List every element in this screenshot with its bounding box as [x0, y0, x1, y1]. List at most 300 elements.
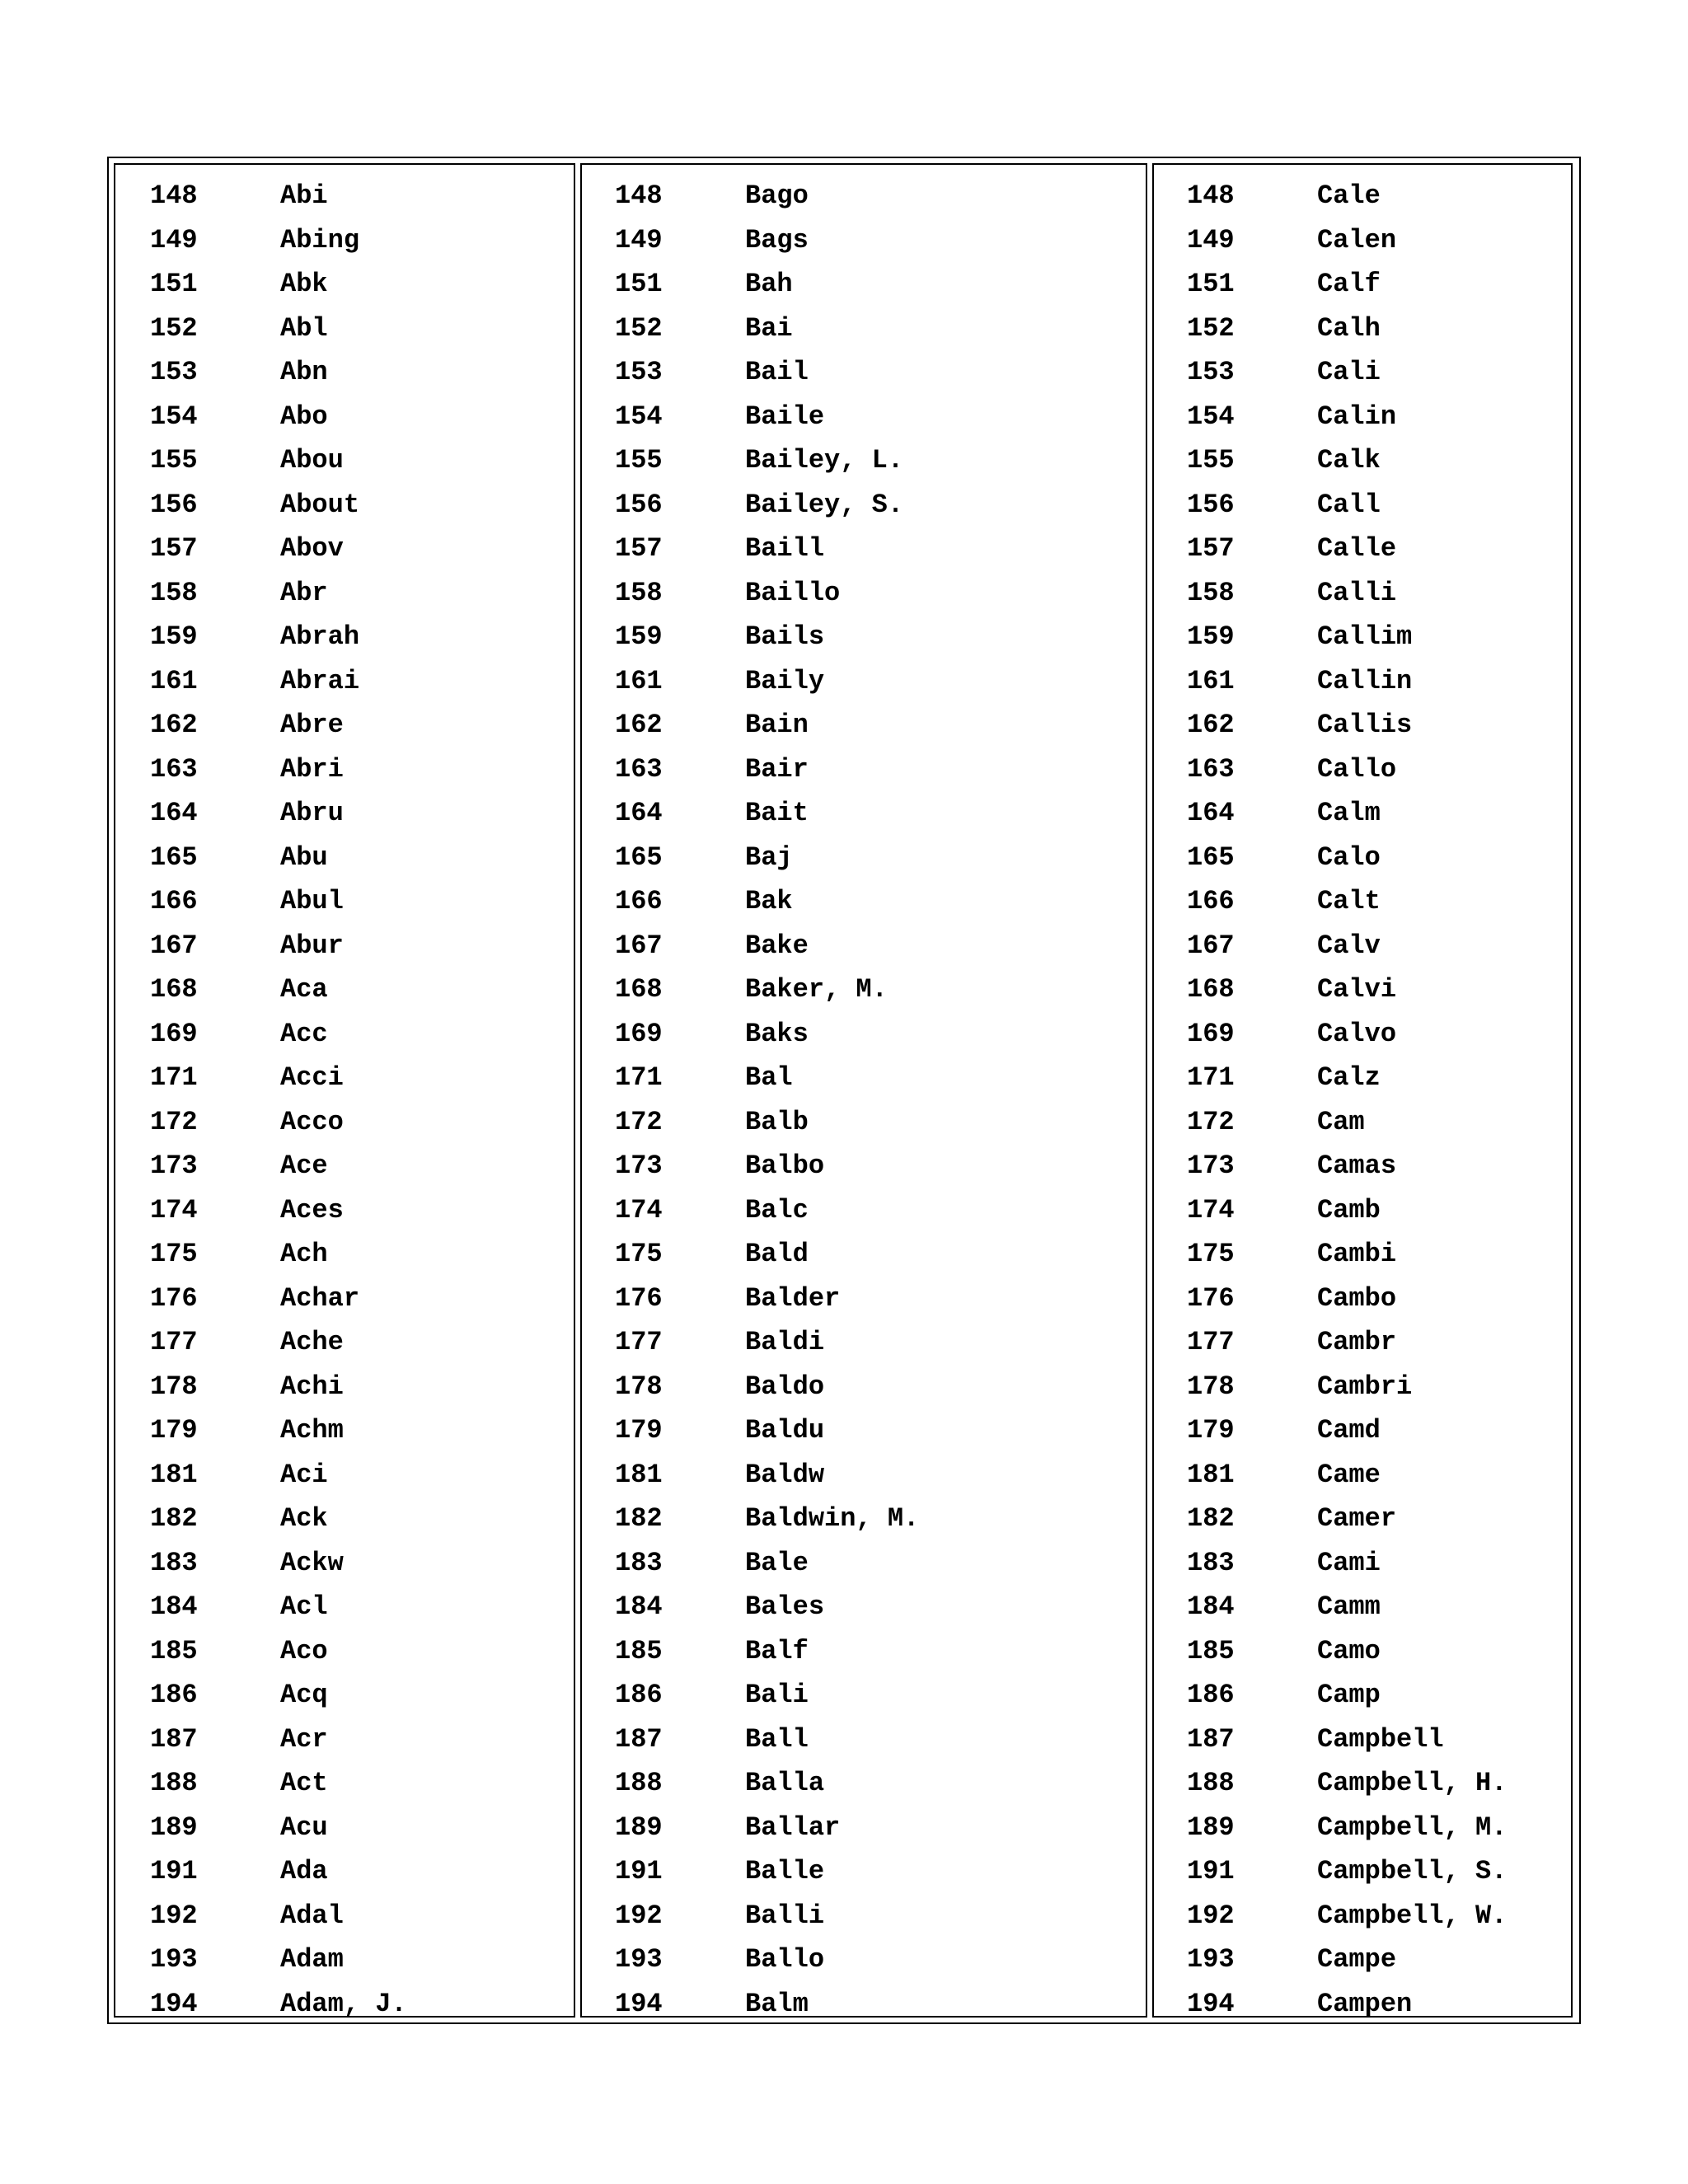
index-name: Campbell, H. — [1317, 1768, 1507, 1798]
page-number: 161 — [1187, 665, 1235, 696]
index-name: Abov — [280, 533, 344, 564]
page-number: 159 — [615, 621, 663, 652]
index-row — [115, 1811, 574, 1856]
index-name: Bags — [745, 224, 809, 255]
index-name: Campbell, W. — [1317, 1900, 1507, 1931]
index-name: Calh — [1317, 312, 1381, 344]
index-name: Campen — [1317, 1988, 1413, 2019]
index-row — [582, 665, 1146, 710]
page-number: 194 — [150, 1988, 198, 2019]
page-number: 164 — [150, 798, 198, 828]
index-row — [582, 1547, 1146, 1591]
index-name: About — [280, 489, 360, 520]
page-number: 182 — [615, 1503, 663, 1534]
index-row — [1154, 1547, 1571, 1591]
page-number: 167 — [1187, 930, 1235, 961]
index-name: Baker, M. — [745, 974, 888, 1005]
index-name: Acco — [280, 1106, 344, 1137]
index-name: Camer — [1317, 1503, 1397, 1534]
page-number: 151 — [615, 269, 663, 299]
index-name: Abo — [280, 401, 328, 432]
index-row — [115, 401, 574, 445]
index-row — [115, 885, 574, 930]
index-row — [582, 1723, 1146, 1768]
index-row — [582, 1679, 1146, 1723]
index-name: Achi — [280, 1371, 344, 1402]
page-number: 184 — [615, 1591, 663, 1622]
index-column-a — [114, 163, 575, 2018]
index-row — [1154, 1591, 1571, 1635]
page-number: 149 — [150, 224, 198, 255]
index-name: Camas — [1317, 1151, 1397, 1181]
index-row — [1154, 1502, 1571, 1547]
index-name: Abul — [280, 886, 344, 916]
index-row — [582, 356, 1146, 401]
index-row — [1154, 224, 1571, 269]
index-name: Cale — [1317, 180, 1381, 211]
index-row — [115, 268, 574, 312]
index-row — [1154, 1371, 1571, 1415]
index-row — [115, 1326, 574, 1371]
index-row — [582, 930, 1146, 974]
index-row — [582, 1943, 1146, 1988]
index-row — [1154, 1282, 1571, 1327]
page-number: 151 — [1187, 269, 1235, 299]
index-name: Abrah — [280, 621, 360, 652]
index-row — [582, 1150, 1146, 1194]
page-number: 189 — [1187, 1811, 1235, 1843]
index-row — [582, 1106, 1146, 1151]
index-row — [1154, 1723, 1571, 1768]
index-row — [582, 532, 1146, 577]
index-row — [115, 1282, 574, 1327]
index-name: Balf — [745, 1635, 809, 1666]
page-number: 193 — [150, 1944, 198, 1975]
page-number: 175 — [1187, 1239, 1235, 1269]
page-number: 183 — [150, 1547, 198, 1578]
index-name: Baj — [745, 841, 793, 873]
index-name: Bait — [745, 798, 809, 828]
index-row — [1154, 1900, 1571, 1944]
page-number: 191 — [150, 1856, 198, 1886]
page-number: 172 — [1187, 1106, 1235, 1137]
index-name: Baldi — [745, 1327, 825, 1357]
index-name: Bal — [745, 1062, 793, 1093]
index-row — [582, 797, 1146, 841]
page-number: 187 — [615, 1723, 663, 1755]
index-name: Camo — [1317, 1635, 1381, 1666]
index-name: Balle — [745, 1856, 825, 1886]
index-name: Abre — [280, 710, 344, 740]
index-row — [1154, 841, 1571, 886]
page-number: 184 — [1187, 1591, 1235, 1622]
page-number: 154 — [1187, 401, 1235, 432]
index-name: Cambr — [1317, 1327, 1397, 1357]
index-name: Abn — [280, 357, 328, 387]
page-number: 159 — [150, 621, 198, 652]
index-row — [1154, 621, 1571, 665]
index-name: Calvo — [1317, 1018, 1397, 1049]
index-name: Abou — [280, 445, 344, 476]
index-name: Bails — [745, 621, 825, 652]
index-row — [582, 1062, 1146, 1106]
index-row — [582, 973, 1146, 1018]
page-number: 192 — [1187, 1900, 1235, 1931]
page-number: 169 — [150, 1018, 198, 1049]
index-name: Bali — [745, 1680, 809, 1710]
page-number: 165 — [1187, 841, 1235, 873]
index-row — [582, 709, 1146, 753]
page-number: 156 — [150, 489, 198, 520]
index-row — [115, 930, 574, 974]
page-number: 185 — [615, 1635, 663, 1666]
page-number: 192 — [150, 1900, 198, 1931]
index-row — [582, 1988, 1146, 2032]
index-name: Abur — [280, 930, 344, 961]
index-row — [115, 1900, 574, 1944]
index-name: Adal — [280, 1900, 344, 1931]
page-number: 153 — [1187, 357, 1235, 387]
index-name: Acu — [280, 1811, 328, 1843]
index-row — [115, 224, 574, 269]
index-row — [1154, 312, 1571, 357]
page-number: 159 — [1187, 621, 1235, 652]
index-name: Ack — [280, 1503, 328, 1534]
index-row — [582, 1811, 1146, 1856]
index-row — [1154, 1018, 1571, 1062]
index-name: Balm — [745, 1988, 809, 2019]
index-name: Abing — [280, 224, 360, 255]
page-number: 173 — [1187, 1151, 1235, 1181]
index-name: Abrai — [280, 665, 360, 696]
index-name: Baldwin, M. — [745, 1503, 920, 1534]
index-name: Balbo — [745, 1151, 825, 1181]
page-number: 164 — [1187, 798, 1235, 828]
index-row — [115, 1502, 574, 1547]
page-number: 179 — [150, 1415, 198, 1446]
index-name: Bail — [745, 357, 809, 387]
index-row — [1154, 444, 1571, 489]
page-number: 174 — [150, 1194, 198, 1226]
page-number: 175 — [150, 1239, 198, 1269]
page-number: 169 — [1187, 1018, 1235, 1049]
index-name: Calin — [1317, 401, 1397, 432]
page-number: 162 — [615, 710, 663, 740]
page-number: 167 — [615, 930, 663, 961]
index-row — [115, 1988, 574, 2032]
index-row — [582, 1502, 1146, 1547]
index-row — [582, 401, 1146, 445]
index-row — [1154, 532, 1571, 577]
index-column-b — [580, 163, 1147, 2018]
index-row — [115, 1943, 574, 1988]
index-row — [1154, 1194, 1571, 1239]
index-name: Balli — [745, 1900, 825, 1931]
index-name: Baldo — [745, 1371, 825, 1402]
index-row — [582, 1326, 1146, 1371]
page-number: 162 — [150, 710, 198, 740]
index-name: Cambi — [1317, 1239, 1397, 1269]
index-row — [115, 1106, 574, 1151]
page-number: 155 — [150, 445, 198, 476]
index-name: Bale — [745, 1547, 809, 1578]
page-number: 193 — [615, 1944, 663, 1975]
index-name: Callo — [1317, 753, 1397, 785]
index-row — [115, 1018, 574, 1062]
index-name: Callis — [1317, 710, 1413, 740]
index-row — [582, 577, 1146, 621]
page-number: 165 — [150, 841, 198, 873]
index-row — [1154, 1150, 1571, 1194]
index-row — [582, 753, 1146, 798]
page-number: 194 — [1187, 1988, 1235, 2019]
page-number: 154 — [150, 401, 198, 432]
index-row — [582, 1900, 1146, 1944]
page-number: 176 — [1187, 1282, 1235, 1314]
page-number: 158 — [1187, 577, 1235, 608]
page-number: 163 — [1187, 753, 1235, 785]
index-name: Cambri — [1317, 1371, 1413, 1402]
index-name: Cambo — [1317, 1282, 1397, 1314]
page-number: 182 — [150, 1503, 198, 1534]
index-name: Acci — [280, 1062, 344, 1093]
index-row — [1154, 1988, 1571, 2032]
index-row — [1154, 1238, 1571, 1282]
index-row — [115, 973, 574, 1018]
index-name: Abk — [280, 269, 328, 299]
index-row — [1154, 1459, 1571, 1503]
index-name: Baldu — [745, 1415, 825, 1446]
index-row — [1154, 1414, 1571, 1459]
page-number: 179 — [1187, 1415, 1235, 1446]
index-name: Calt — [1317, 886, 1381, 916]
page-number: 168 — [150, 974, 198, 1005]
page-number: 191 — [615, 1856, 663, 1886]
page-number: 174 — [615, 1194, 663, 1226]
index-list-c — [1154, 180, 1571, 2032]
index-name: Achm — [280, 1415, 344, 1446]
page-number: 172 — [150, 1106, 198, 1137]
index-name: Ball — [745, 1723, 809, 1755]
index-name: Baile — [745, 401, 825, 432]
page-number: 148 — [615, 180, 663, 211]
index-name: Camd — [1317, 1415, 1381, 1446]
index-row — [115, 665, 574, 710]
index-name: Bales — [745, 1591, 825, 1622]
index-row — [115, 1635, 574, 1680]
index-name: Calle — [1317, 533, 1397, 564]
index-row — [115, 1150, 574, 1194]
page-number: 153 — [150, 357, 198, 387]
index-row — [582, 1194, 1146, 1239]
page-number: 183 — [1187, 1547, 1235, 1578]
index-row — [115, 1767, 574, 1811]
index-name: Ballar — [745, 1811, 841, 1843]
page-number: 176 — [615, 1282, 663, 1314]
index-name: Calv — [1317, 930, 1381, 961]
page-number: 171 — [1187, 1062, 1235, 1093]
index-row — [1154, 1943, 1571, 1988]
index-row — [582, 489, 1146, 533]
index-name: Cam — [1317, 1106, 1365, 1137]
index-name: Baks — [745, 1018, 809, 1049]
page-number: 188 — [150, 1768, 198, 1798]
index-list-a — [115, 180, 574, 2032]
index-name: Baillo — [745, 577, 841, 608]
index-row — [1154, 268, 1571, 312]
index-name: Bake — [745, 930, 809, 961]
page-number: 173 — [150, 1151, 198, 1181]
index-name: Abru — [280, 798, 344, 828]
index-name: Baill — [745, 533, 825, 564]
index-row — [582, 1591, 1146, 1635]
page-number: 175 — [615, 1239, 663, 1269]
index-row — [1154, 1679, 1571, 1723]
page-number: 194 — [615, 1988, 663, 2019]
page-number: 154 — [615, 401, 663, 432]
page-number: 186 — [615, 1680, 663, 1710]
index-name: Ach — [280, 1239, 328, 1269]
page-number: 188 — [1187, 1768, 1235, 1798]
page-number: 189 — [150, 1811, 198, 1843]
page-number: 166 — [150, 886, 198, 916]
index-row — [1154, 1635, 1571, 1680]
page-number: 187 — [1187, 1723, 1235, 1755]
page-number: 168 — [1187, 974, 1235, 1005]
page-number: 161 — [150, 665, 198, 696]
index-row — [582, 268, 1146, 312]
index-row — [582, 1238, 1146, 1282]
index-name: Bai — [745, 312, 793, 344]
index-row — [1154, 665, 1571, 710]
index-row — [115, 1855, 574, 1900]
index-row — [115, 1723, 574, 1768]
index-name: Cali — [1317, 357, 1381, 387]
index-row — [1154, 401, 1571, 445]
index-name: Calf — [1317, 269, 1381, 299]
index-row — [1154, 797, 1571, 841]
index-row — [115, 1547, 574, 1591]
page-number: 151 — [150, 269, 198, 299]
index-row — [115, 444, 574, 489]
index-name: Calm — [1317, 798, 1381, 828]
index-row — [582, 1767, 1146, 1811]
index-table — [107, 157, 1581, 2024]
page-number: 155 — [615, 445, 663, 476]
index-row — [1154, 930, 1571, 974]
page-number: 181 — [150, 1459, 198, 1490]
index-row — [582, 1018, 1146, 1062]
index-name: Callim — [1317, 621, 1413, 652]
index-row — [1154, 1811, 1571, 1856]
index-name: Campbell, M. — [1317, 1811, 1507, 1843]
page-number: 165 — [615, 841, 663, 873]
page-number: 152 — [150, 312, 198, 344]
index-row — [1154, 489, 1571, 533]
index-name: Calk — [1317, 445, 1381, 476]
index-name: Abl — [280, 312, 328, 344]
index-row — [1154, 709, 1571, 753]
index-name: Aces — [280, 1194, 344, 1226]
index-name: Abi — [280, 180, 328, 211]
page-number: 191 — [1187, 1856, 1235, 1886]
index-name: Aco — [280, 1635, 328, 1666]
index-row — [115, 753, 574, 798]
index-row — [115, 312, 574, 357]
index-name: Acq — [280, 1680, 328, 1710]
index-name: Callin — [1317, 665, 1413, 696]
index-row — [115, 1371, 574, 1415]
index-name: Aca — [280, 974, 328, 1005]
index-row — [1154, 180, 1571, 224]
index-row — [1154, 753, 1571, 798]
index-name: Baily — [745, 665, 825, 696]
index-row — [1154, 1062, 1571, 1106]
page-number: 181 — [1187, 1459, 1235, 1490]
page-number: 164 — [615, 798, 663, 828]
index-row — [115, 621, 574, 665]
page-number: 183 — [615, 1547, 663, 1578]
index-name: Acl — [280, 1591, 328, 1622]
index-name: Acc — [280, 1018, 328, 1049]
page-number: 171 — [615, 1062, 663, 1093]
index-name: Achar — [280, 1282, 360, 1314]
index-row — [582, 885, 1146, 930]
index-row — [115, 577, 574, 621]
index-name: Balder — [745, 1282, 841, 1314]
index-name: Camb — [1317, 1194, 1381, 1226]
index-name: Ace — [280, 1151, 328, 1181]
index-row — [1154, 1767, 1571, 1811]
index-name: Bailey, S. — [745, 489, 904, 520]
index-row — [582, 180, 1146, 224]
index-row — [115, 797, 574, 841]
index-name: Balc — [745, 1194, 809, 1226]
page-number: 156 — [615, 489, 663, 520]
page-number: 184 — [150, 1591, 198, 1622]
page-number: 149 — [615, 224, 663, 255]
index-name: Adam, J. — [280, 1988, 407, 2019]
index-name: Calo — [1317, 841, 1381, 873]
index-row — [115, 489, 574, 533]
index-name: Balb — [745, 1106, 809, 1137]
index-name: Ada — [280, 1856, 328, 1886]
index-name: Abu — [280, 841, 328, 873]
index-row — [115, 1414, 574, 1459]
page-number: 163 — [615, 753, 663, 785]
page-number: 188 — [615, 1768, 663, 1798]
index-name: Abr — [280, 577, 328, 608]
index-name: Campbell, S. — [1317, 1856, 1507, 1886]
index-name: Cami — [1317, 1547, 1381, 1578]
page-number: 149 — [1187, 224, 1235, 255]
index-name: Balla — [745, 1768, 825, 1798]
page-number: 177 — [615, 1327, 663, 1357]
page-number: 174 — [1187, 1194, 1235, 1226]
index-row — [582, 621, 1146, 665]
index-row — [115, 1238, 574, 1282]
page-number: 169 — [615, 1018, 663, 1049]
index-column-c — [1152, 163, 1573, 2018]
index-row — [582, 312, 1146, 357]
page-number: 153 — [615, 357, 663, 387]
page-number: 177 — [1187, 1327, 1235, 1357]
index-row — [115, 1679, 574, 1723]
page-number: 193 — [1187, 1944, 1235, 1975]
page-number: 185 — [1187, 1635, 1235, 1666]
page-number: 172 — [615, 1106, 663, 1137]
page-number: 166 — [1187, 886, 1235, 916]
